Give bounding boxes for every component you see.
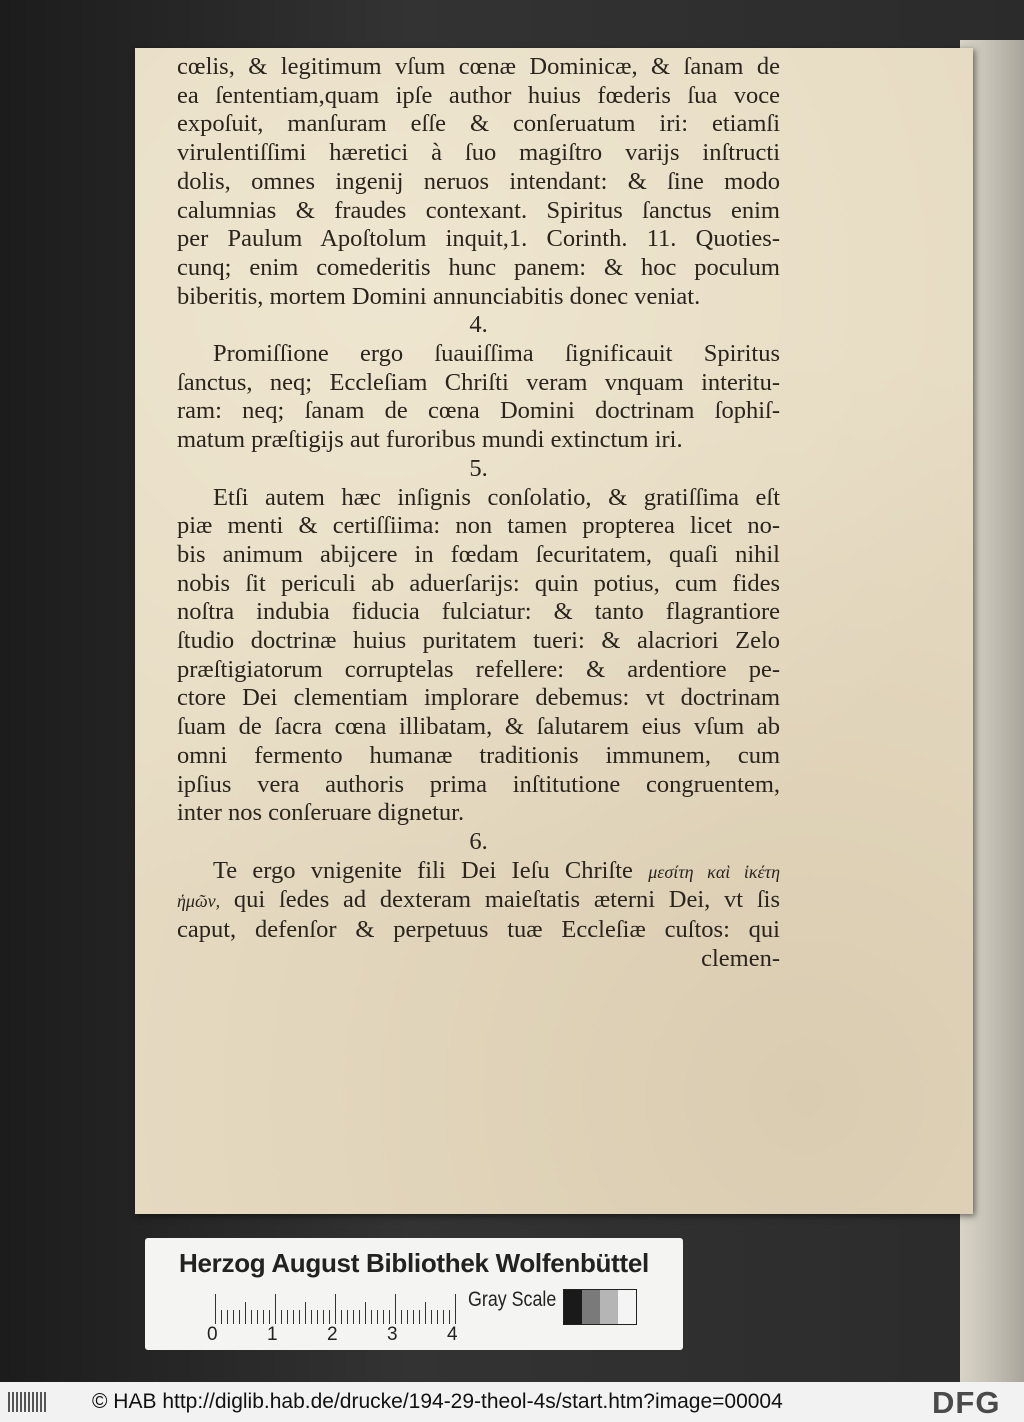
ruler-tick [305,1302,306,1324]
text-line: præſtigiatorum corruptelas refellere: & ardentiore pe- [177,655,780,683]
ruler-tick [281,1310,282,1324]
dfg-logo: DFG [932,1385,1001,1420]
ruler-tick [269,1310,270,1324]
text-line: calumnias & fraudes contexant. Spiritus ſanctus enim [177,196,780,224]
text-line: ſuam de ſacra cœna illibatam, & ſalutarem eius vſum ab [177,713,780,741]
text-line: Promiſſione ergo ſuauiſſima ſignificauit Spiritus [213,340,780,368]
text-line: inter nos conſeruare dignetur. [177,799,465,827]
paragraph-4 [177,340,780,455]
text-line: piæ menti & certiſſiima: non tamen propterea licet no- [177,512,780,540]
text-line: noſtra indubia fiducia fulciatur: & tanto flagrantiore [177,598,780,626]
ruler-number: 4 [447,1324,458,1345]
ruler-tick [353,1310,354,1324]
ruler-tick [215,1294,216,1324]
ruler-tick [317,1310,318,1324]
ruler-number: 0 [207,1324,218,1345]
gray-swatch-cell [600,1290,618,1324]
ruler-tick [263,1310,264,1324]
ruler-number: 2 [327,1324,338,1345]
text-line: virulentiſſimi hæretici à ſuo magiſtro varijs inſtructi [177,139,780,167]
ruler-tick [407,1310,408,1324]
text-line: Etſi autem hæc inſignis conſolatio, & gratiſſima eſt [213,483,780,511]
institution-name: Herzog August Bibliothek Wolfenbüttel [179,1248,649,1278]
ruler-tick [389,1310,390,1324]
ruler-tick [431,1310,432,1324]
ruler-tick [239,1310,240,1324]
ruler-tick [437,1310,438,1324]
paragraph-6 [177,857,780,974]
ruler-tick [347,1310,348,1324]
measurement-ruler [215,1294,455,1324]
text-line: caput, defenſor & perpetuus tuæ Eccleſiæ cuſtos: qui [177,916,780,944]
ruler-tick [287,1310,288,1324]
ruler-tick [311,1310,312,1324]
ruler-tick [299,1310,300,1324]
paragraph-3-end [177,53,780,311]
text-line: cœlis, & legitimum vſum cœnæ Dominicæ, & ſanam de [177,53,780,80]
ruler-tick [449,1310,450,1324]
section-number-5: 5. [469,454,488,482]
ruler-tick [329,1310,330,1324]
gray-scale-label: Gray Scale [468,1288,557,1311]
greek-phrase: ἡμῶν, [177,891,221,912]
text-line: bis animum abijcere in fœdam ſecuritatem, quaſi nihil [177,540,780,568]
text-line: ipſius vera authoris prima inſtitutione congruentem, [177,770,780,798]
ruler-tick [335,1294,336,1324]
text-line: matum præſtigijs aut furoribus mundi extinctum iri. [177,426,683,454]
ruler-tick [323,1310,324,1324]
text-line: ram: neq; ſanam de cœna Domini doctrinam ſophiſ- [177,397,780,425]
ruler-tick [377,1310,378,1324]
ruler-tick [413,1310,414,1324]
ruler-tick [245,1302,246,1324]
text-line: expoſuit, manſuram eſſe & conſeruatum iri: etiamſi [177,110,780,138]
catchword: clemen- [701,944,780,972]
text-line: per Paulum Apoſtolum inquit,1. Corinth. 11. Quoties- [177,225,780,253]
gray-scale-swatch [563,1289,637,1325]
ruler-tick [365,1302,366,1324]
section-number-6: 6. [469,827,488,855]
ruler-tick [257,1310,258,1324]
ruler-tick [371,1310,372,1324]
source-url[interactable]: © HAB http://diglib.hab.de/drucke/194-29-theol-4s/start.htm?image=00004 [92,1390,783,1413]
ruler-tick [401,1310,402,1324]
gray-swatch-cell [618,1290,636,1324]
ruler-tick [221,1310,222,1324]
text-line: biberitis, mortem Domini annunciabitis donec veniat. [177,282,701,310]
ruler-tick [425,1302,426,1324]
ruler-tick [395,1294,396,1324]
text-line: ctore Dei clementiam implorare debemus: vt doctrinam [177,684,780,712]
ruler-number: 3 [387,1324,398,1345]
text-line: ea ſententiam,quam ipſe author huius fœderis ſua voce [177,81,780,109]
ruler-tick [359,1310,360,1324]
ruler-tick [341,1310,342,1324]
barcode-icon [8,1392,46,1412]
paragraph-5 [177,484,780,828]
ruler-tick [455,1294,456,1324]
text-line: omni fermento humanæ traditionis immunem, cum [177,741,780,769]
ruler-tick [233,1310,234,1324]
ruler-tick [251,1310,252,1324]
text-line: ἡμῶν, qui ſedes ad dexteram maieſtatis æterni Dei, vt ſis [177,886,781,914]
section-number-4: 4. [469,311,488,339]
footer-bar [0,1382,1024,1422]
text-line: Te ergo vnigenite fili Dei Ieſu Chriſte μεσίτη καὶ ἱκέτη [213,856,780,884]
library-label-card [145,1238,683,1350]
ruler-tick [383,1310,384,1324]
text-line: ſtudio doctrinæ huius puritatem tueri: & alacriori Zelo [177,627,780,655]
ruler-tick [293,1310,294,1324]
text-line: ſanctus, neq; Eccleſiam Chriſti veram vnquam interitu- [177,368,780,396]
ruler-tick [275,1294,276,1324]
ruler-tick [419,1310,420,1324]
text-line: dolis, omnes ingenij neruos intendant: & ſine modo [177,167,780,195]
ruler-tick [227,1310,228,1324]
page-text [177,53,780,974]
greek-phrase: μεσίτη καὶ ἱκέτη [648,861,780,882]
text-line: cunq; enim comederitis hunc panem: & hoc poculum [177,253,780,281]
text-line: nobis ſit periculi ab aduerſarijs: quin potius, cum fides [177,569,780,597]
gray-swatch-cell [582,1290,600,1324]
ruler-tick [443,1310,444,1324]
gray-swatch-cell [564,1290,582,1324]
ruler-number: 1 [267,1324,278,1345]
ruler-numbers [207,1324,467,1346]
